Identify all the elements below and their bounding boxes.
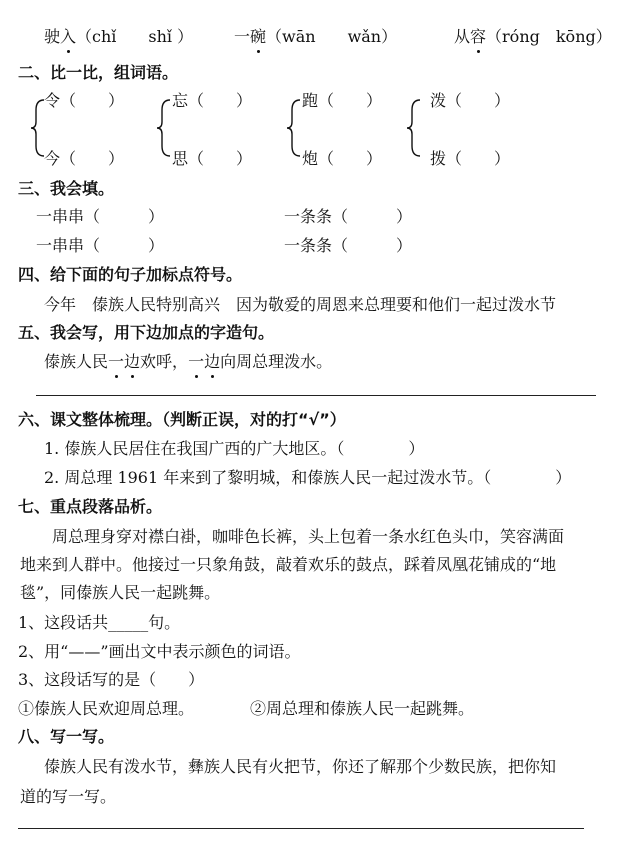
judge-item-2[interactable]: 2. 周总理 1961 年来到了黎明城，和傣族人民一起过泼水节。（ ） bbox=[44, 468, 572, 487]
word-group-2-bottom[interactable]: 思（ ） bbox=[172, 149, 253, 168]
word-group-3-bottom[interactable]: 炮（ ） bbox=[302, 149, 383, 168]
judge-item-1[interactable]: 1. 傣族人民居住在我国广西的广大地区。（ ） bbox=[44, 439, 425, 458]
pinyin-char: 一 bbox=[234, 27, 251, 46]
dotted-char: 边 bbox=[124, 349, 140, 372]
section-5-heading: 五、我会写，用下边加点的字造句。 bbox=[18, 323, 275, 342]
brace-icon bbox=[406, 98, 428, 158]
model-sentence bbox=[44, 349, 332, 372]
passage-line-2: 地来到人群中。他接过一只象角鼓，敲着欢乐的鼓点，踩着凤凰花铺成的“地 bbox=[20, 555, 557, 574]
pinyin-item-1 bbox=[44, 24, 193, 47]
pinyin-choices: （chǐ shǐ ） bbox=[76, 27, 194, 46]
dotted-char: 一 bbox=[108, 349, 124, 372]
pinyin-char: 从 bbox=[454, 27, 471, 46]
word-group-2-top[interactable]: 忘（ ） bbox=[172, 91, 253, 110]
section-7-heading: 七、重点段落品析。 bbox=[18, 497, 163, 516]
passage-line-3: 毯”，同傣族人民一起跳舞。 bbox=[20, 583, 221, 602]
pinyin-item-2 bbox=[234, 24, 397, 47]
sentence-part: 欢呼， bbox=[140, 352, 189, 371]
word-group-1-top[interactable]: 令（ ） bbox=[44, 91, 125, 110]
option-1[interactable]: ①傣族人民欢迎周总理。 bbox=[18, 699, 195, 718]
dotted-char: 入 bbox=[60, 24, 76, 47]
passage-line-1: 周总理身穿对襟白褂，咖啡色长裤，头上包着一条水红色头巾，笑容满面 bbox=[52, 527, 565, 546]
dotted-char: 一 bbox=[188, 349, 204, 372]
pinyin-choices: （wān wǎn） bbox=[266, 27, 398, 46]
pinyin-item-3 bbox=[454, 24, 612, 47]
writing-prompt-line-1: 傣族人民有泼水节，彝族人民有火把节，你还了解那个少数民族，把你知 bbox=[44, 757, 557, 776]
dotted-char: 碗 bbox=[250, 24, 266, 47]
fill-item-2[interactable]: 一条条（ ） bbox=[284, 207, 413, 226]
fill-item-1[interactable]: 一串串（ ） bbox=[36, 207, 165, 226]
question-1[interactable]: 1、这段话共_____句。 bbox=[18, 613, 181, 632]
word-group-1-bottom[interactable]: 今（ ） bbox=[44, 149, 125, 168]
question-3[interactable]: 3、这段话写的是（ ） bbox=[18, 670, 205, 689]
sentence-part: 傣族人民 bbox=[44, 352, 109, 371]
word-group-4-bottom[interactable]: 拨（ ） bbox=[430, 149, 511, 168]
section-6-heading: 六、课文整体梳理。（判断正误，对的打“√”） bbox=[18, 410, 346, 429]
dotted-char: 边 bbox=[204, 349, 220, 372]
pinyin-choices: （róng kōng） bbox=[486, 27, 612, 46]
answer-line[interactable] bbox=[36, 395, 596, 396]
section-2-heading: 二、比一比，组词语。 bbox=[18, 63, 179, 82]
question-2: 2、用“——”画出文中表示颜色的词语。 bbox=[18, 642, 301, 661]
dotted-char: 容 bbox=[470, 24, 486, 47]
word-group-4-top[interactable]: 泼（ ） bbox=[430, 91, 511, 110]
section-4-heading: 四、给下面的句子加标点符号。 bbox=[18, 265, 243, 284]
pinyin-char: 驶 bbox=[44, 27, 61, 46]
punctuation-sentence[interactable]: 今年 傣族人民特别高兴 因为敬爱的周恩来总理要和他们一起过泼水节 bbox=[44, 295, 557, 314]
writing-prompt-line-2: 道的写一写。 bbox=[20, 787, 117, 806]
sentence-part: 向周总理泼水。 bbox=[220, 352, 333, 371]
section-8-heading: 八、写一写。 bbox=[18, 727, 115, 746]
answer-line[interactable] bbox=[18, 828, 584, 829]
fill-item-3[interactable]: 一串串（ ） bbox=[36, 236, 165, 255]
word-group-3-top[interactable]: 跑（ ） bbox=[302, 91, 383, 110]
option-2[interactable]: ②周总理和傣族人民一起跳舞。 bbox=[250, 699, 475, 718]
fill-item-4[interactable]: 一条条（ ） bbox=[284, 236, 413, 255]
section-3-heading: 三、我会填。 bbox=[18, 179, 115, 198]
